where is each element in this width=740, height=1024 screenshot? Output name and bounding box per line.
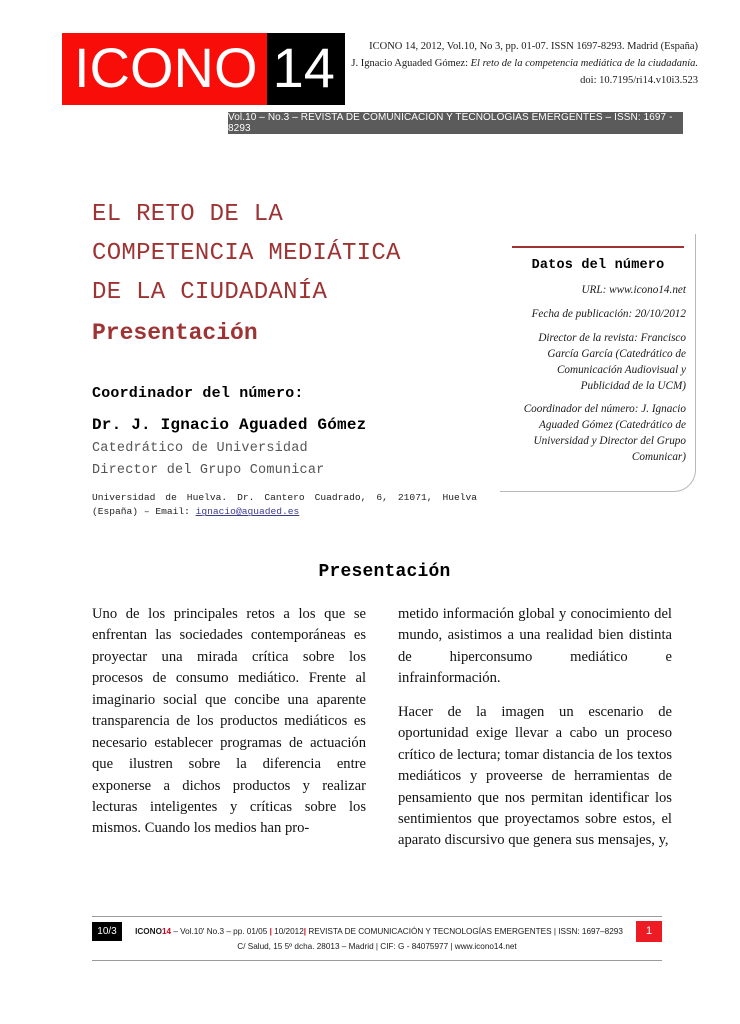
title-block xyxy=(92,196,487,520)
footer-volume-pages: – Vol.10' No.3 – pp. 01/05 xyxy=(171,926,270,936)
footer-main-row xyxy=(92,920,662,942)
issue-data-box xyxy=(500,234,696,492)
issue-data-url: URL: www.icono14.net xyxy=(581,284,686,296)
paragraph: metido información global y conocimiento del mundo, asistimos a una realidad bien distinta de hiperconsumo mediático e infrainformación. xyxy=(398,606,672,687)
footer-brand-name: ICONO xyxy=(135,926,162,936)
body-columns xyxy=(92,604,672,894)
masthead-citation xyxy=(338,38,698,89)
logo-text-icono: ICONO xyxy=(62,33,267,105)
footer-separator-1: | xyxy=(269,926,272,936)
issue-data-rule xyxy=(512,246,684,248)
issue-data-title: Datos del número xyxy=(531,258,665,273)
citation-line-author xyxy=(338,55,698,72)
page-footer xyxy=(92,916,662,964)
citation-article-title: El reto de la competencia mediática de la ciudadanía. xyxy=(470,58,698,69)
issue-banner: Vol.10 – No.3 – REVISTA DE COMUNICACIÓN Y TECNOLOGÍAS EMERGENTES – ISSN: 1697 - 8293 xyxy=(228,112,683,134)
citation-author-name: J. Ignacio Aguaded Gómez: xyxy=(351,58,471,69)
coordinator-name: Dr. J. Ignacio Aguaded Gómez xyxy=(92,415,367,434)
section-heading: Presentación xyxy=(318,562,451,582)
footer-citation-line xyxy=(122,927,636,936)
address-text: Universidad de Huelva. Dr. Cantero Cuadrado, 6, 21071, Huelva (España) – Email: xyxy=(92,491,477,518)
body-column-left xyxy=(92,604,366,894)
footer-date: 10/2012 xyxy=(271,926,304,936)
body-column-right xyxy=(398,604,672,894)
footer-issue-badge: 10/3 xyxy=(92,922,122,941)
citation-line-issue: ICONO 14, 2012, Vol.10, No 3, pp. 01-07. ISSN 1697-8293. Madrid (España) xyxy=(369,41,698,52)
issue-data-director: Director de la revista: Francisco García García (Catedrático de Comunicación Audiovisual y Publicidad de la UCM) xyxy=(538,331,686,392)
coordinator-role-secondary: Director del Grupo Comunicar xyxy=(92,462,325,478)
paragraph: Uno de los principales retos a los que se enfrentan las sociedades contemporáneas es proyectar una mirada crítica sobre los procesos de consumo mediático. Frente al imaginario social que concibe una aparente transparencia de los productos mediáticos es necesario establecer programas de actuación que ilustren sobre la diferencia entre exponerse a dichos productos y realizar lecturas inteligentes y críticas sobre los mismos. Cuando los medios han pro- xyxy=(92,606,366,837)
page-number: 1 xyxy=(636,921,662,942)
coordinator-label: Coordinador del número: xyxy=(92,384,304,402)
issue-data-content xyxy=(510,258,686,474)
page-subtitle: Presentación xyxy=(92,319,258,346)
footer-address-line: C/ Salud, 15 5º dcha. 28013 – Madrid | CIF: G - 84075977 | www.icono14.net xyxy=(237,942,517,951)
footer-divider-top xyxy=(92,916,662,917)
logo-text-14: 14 xyxy=(267,33,345,105)
footer-divider-bottom xyxy=(92,960,662,961)
footer-brand-number: 14 xyxy=(161,926,172,936)
masthead xyxy=(0,0,740,140)
footer-journal-name: REVISTA DE COMUNICACIÓN Y TECNOLOGÍAS EMERGENTES | ISSN: 1697–8293 xyxy=(306,926,623,936)
issue-data-coordinator: Coordinador del número: J. Ignacio Aguaded Gómez (Catedrático de Universidad y Director del Grupo Comunicar) xyxy=(523,403,686,464)
citation-line-doi: doi: 10.7195/ri14.v10i3.523 xyxy=(580,75,698,86)
title-line-2: COMPETENCIA MEDIÁTICA xyxy=(92,239,401,267)
journal-logo xyxy=(62,33,345,105)
page-title xyxy=(92,196,487,313)
title-line-1: EL RETO DE LA xyxy=(92,201,284,228)
footer-separator-2: | xyxy=(303,926,307,936)
email-link[interactable]: ignacio@aguaded.es xyxy=(195,506,300,518)
paragraph: Hacer de la imagen un escenario de oportunidad exige llevar a cabo un proceso crítico de lectura; tomar distancia de los textos mediáticos y proveerse de herramientas de pensamiento que nos permitan identificar los sentimientos que proyectamos sobre estos, el aparato discursivo que genera sus mensajes, y, xyxy=(398,703,672,849)
title-line-3: DE LA CIUDADANÍA xyxy=(92,278,328,306)
coordinator-role-primary: Catedrático de Universidad xyxy=(92,440,308,456)
coordinator-address xyxy=(92,491,477,520)
issue-data-pubdate: Fecha de publicación: 20/10/2012 xyxy=(531,307,686,320)
